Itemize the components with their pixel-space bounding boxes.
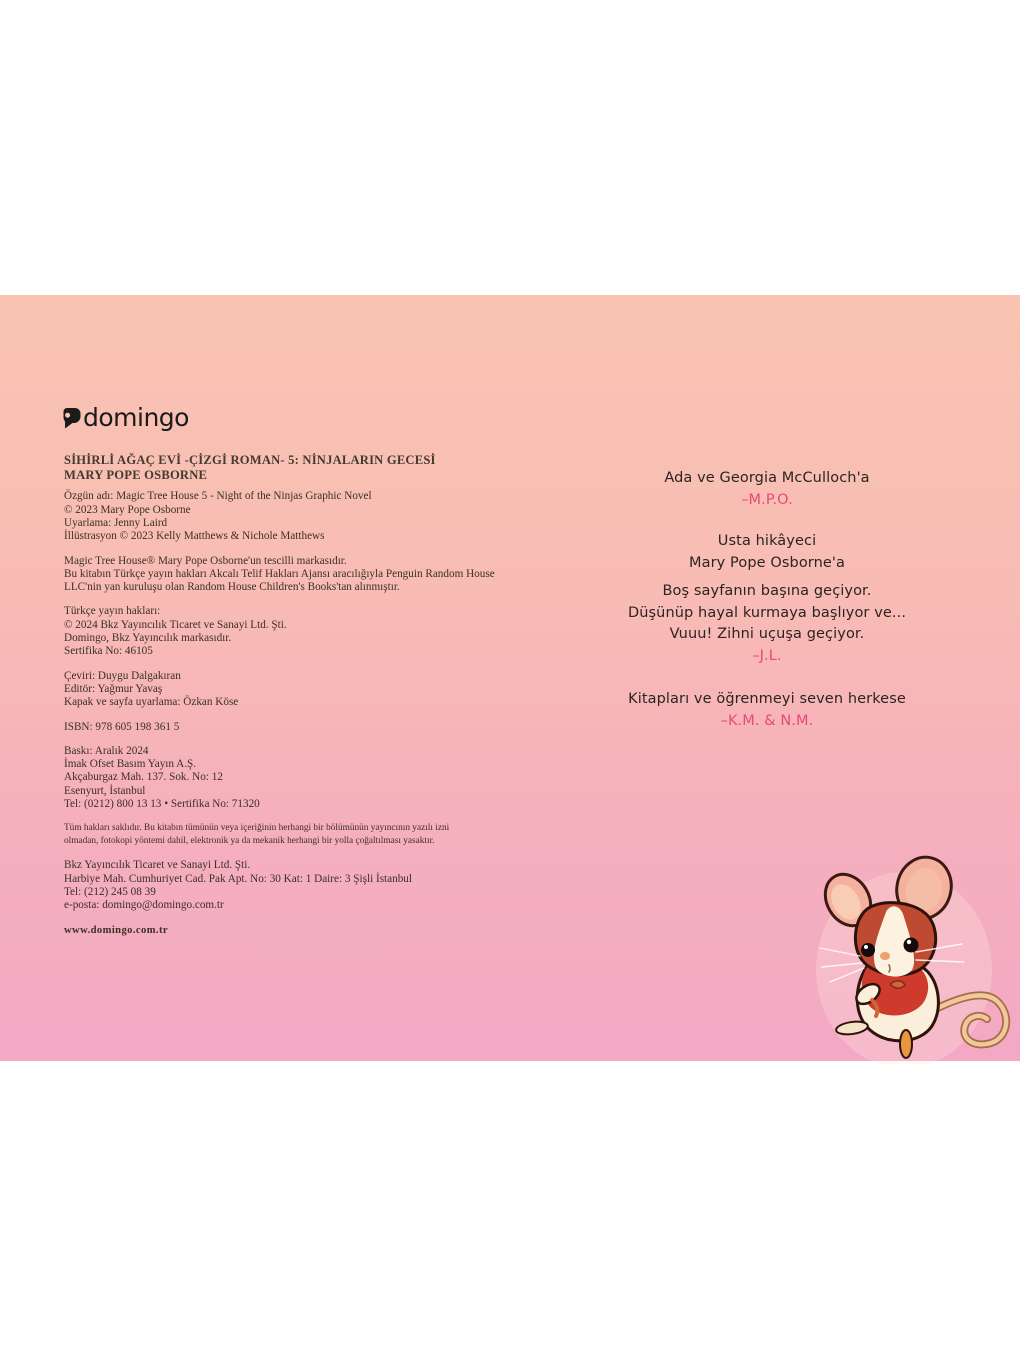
text-line: Ada ve Georgia McCulloch'a <box>664 470 870 486</box>
trademark-block <box>64 555 534 595</box>
text-line: –M.P.O. <box>741 491 793 508</box>
text-line: Mary Pope Osborne'a <box>688 554 845 571</box>
colophon-text <box>64 453 534 948</box>
text-line: Sertifika No: 46105 <box>64 645 153 658</box>
text-line: Harbiye Mah. Cumhuriyet Cad. Pak Apt. No: 30 Kat: 1 Daire: 3 Şişli İstanbul <box>64 872 413 885</box>
text-line: © 2023 Mary Pope Osborne <box>64 503 191 516</box>
text-line: Türkçe yayın hakları: <box>64 605 161 618</box>
mouse-illustration <box>812 850 1017 1064</box>
text-line: Uyarlama: Jenny Laird <box>64 517 168 529</box>
text-line: e-posta: domingo@domingo.com.tr <box>64 899 224 912</box>
text-line: Bkz Yayıncılık Ticaret ve Sanayi Ltd. Şti. <box>64 859 251 872</box>
text-line: Vuuu! Zihni uçuşa geçiyor. <box>669 626 865 642</box>
text-line: Tel: (212) 245 08 39 <box>64 885 156 898</box>
original-edition-block <box>64 490 534 543</box>
text-line: www.domingo.com.tr <box>64 924 169 936</box>
text-line: Usta hikâyeci <box>717 533 817 549</box>
text-line: Düşünüp hayal kurmaya başlıyor ve... <box>627 604 907 621</box>
text-line: İllüstrasyon © 2023 Kelly Matthews & Nichole Matthews <box>64 530 325 543</box>
text-line: Baskı: Aralık 2024 <box>64 744 149 757</box>
text-line: Esenyurt, İstanbul <box>64 784 146 797</box>
text-line: SİHİRLİ AĞAÇ EVİ -ÇİZGİ ROMAN- 5: NİNJALARIN GECESİ <box>64 453 436 467</box>
text-line: Özgün adı: Magic Tree House 5 - Night of the Ninjas Graphic Novel <box>64 490 372 503</box>
text-line: MARY POPE OSBORNE <box>64 468 208 483</box>
credits-block <box>64 670 534 710</box>
text-line: Tüm hakları saklıdır. Bu kitabın tümünün veya içeriğinin herhangi bir bölümünün yayıncının yazılı izni <box>64 823 450 834</box>
dedication-jl-quote <box>552 581 982 667</box>
dedications <box>552 468 982 752</box>
dedication-km-nm <box>552 689 982 732</box>
publisher-logo <box>63 405 189 431</box>
quote-bubble-icon <box>63 407 81 429</box>
publisher-logo-text: domingo <box>83 403 189 432</box>
text-line: Tel: (0212) 800 13 13 • Sertifika No: 71320 <box>64 798 260 811</box>
text-line: ISBN: 978 605 198 361 5 <box>64 720 180 733</box>
text-line: Kapak ve sayfa uyarlama: Özkan Köse <box>64 696 239 709</box>
text-line: olmadan, fotokopi yöntemi dahil, elektronik ya da mekanik herhangi bir yolla çoğaltılması yasaktır. <box>64 836 435 847</box>
dedication-mpo <box>552 468 982 511</box>
text-line: İmak Ofset Basım Yayın A.Ş. <box>64 758 197 771</box>
text-line: Kitapları ve öğrenmeyi seven herkese <box>628 691 906 707</box>
text-line: Magic Tree House® Mary Pope Osborne'un tescilli markasıdır. <box>64 554 347 567</box>
dedication-jl-header <box>552 531 982 574</box>
text-line: Çeviri: Duygu Dalgakıran <box>64 669 181 682</box>
text-line: LLC'nin yan kuruluşu olan Random House Children's Books'tan alınmıştır. <box>64 581 400 594</box>
text-line: Akçaburgaz Mah. 137. Sok. No: 12 <box>64 771 223 784</box>
rights-notice-block <box>64 822 534 848</box>
turkish-rights-block <box>64 605 534 658</box>
printing-block <box>64 745 534 811</box>
isbn-block <box>64 721 534 734</box>
publisher-address-block <box>64 859 534 912</box>
text-line: Boş sayfanın başına geçiyor. <box>662 583 872 599</box>
text-line: Editör: Yağmur Yavaş <box>64 682 163 695</box>
text-line: –K.M. & N.M. <box>720 712 814 729</box>
text-line: © 2024 Bkz Yayıncılık Ticaret ve Sanayi Ltd. Şti. <box>64 618 287 631</box>
text-line: Domingo, Bkz Yayıncılık markasıdır. <box>64 632 232 645</box>
book-title-block <box>64 453 534 483</box>
website-block <box>64 924 534 937</box>
text-line: –J.L. <box>752 647 782 664</box>
text-line: Bu kitabın Türkçe yayın hakları Akcalı Telif Hakları Ajansı aracılığıyla Penguin Random House <box>64 567 495 580</box>
colophon-page-background <box>0 295 1020 1061</box>
